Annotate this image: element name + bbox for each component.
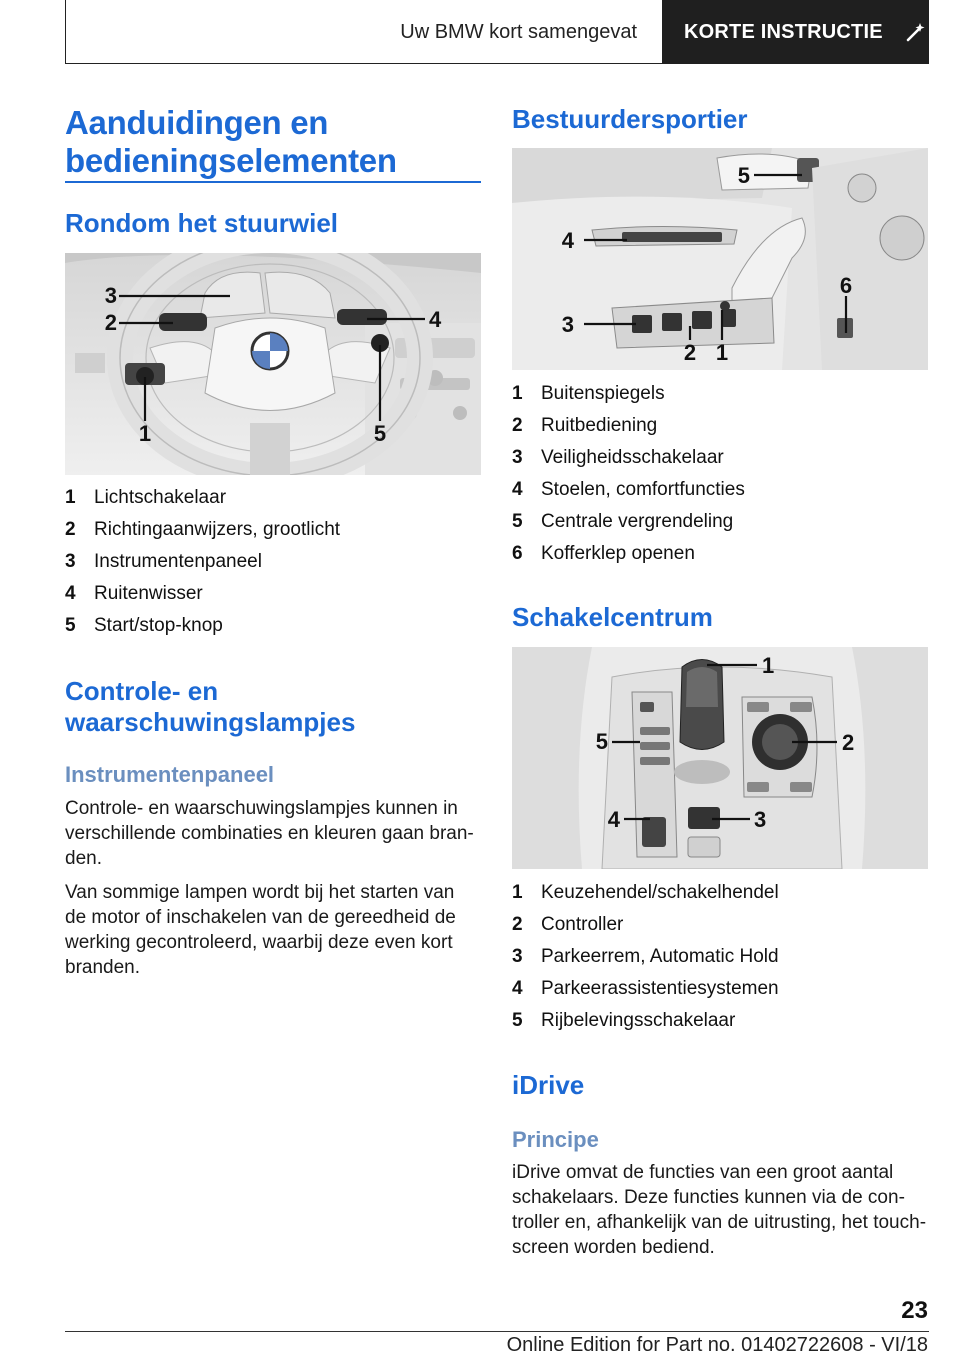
door-legend	[512, 378, 928, 570]
legend-number: 1	[65, 487, 76, 508]
legend-label: Keuzehendel/schakelhendel	[541, 882, 779, 903]
header-chapter-tab[interactable]	[662, 0, 929, 64]
legend-item	[512, 410, 928, 442]
center-console-illustration	[512, 647, 928, 869]
header-section-label: Uw BMW kort samengevat	[400, 20, 637, 43]
legend-number: 5	[65, 615, 76, 636]
steering-callout-3: 3	[104, 283, 117, 308]
center-console-photo	[512, 647, 928, 869]
idrive-text	[512, 1160, 928, 1269]
header-chapter-label: KORTE INSTRUCTIE	[684, 20, 883, 43]
steering-callout-1: 1	[138, 421, 152, 446]
legend-number: 1	[512, 882, 523, 903]
door-callout-6: 6	[839, 273, 853, 298]
driver-door-illustration	[512, 148, 928, 370]
legend-number: 3	[512, 447, 523, 468]
header-section-title	[65, 0, 649, 64]
steering-legend	[65, 482, 480, 642]
legend-number: 2	[65, 519, 76, 540]
steering-wheel-illustration	[65, 253, 481, 475]
magic-wand-icon	[905, 21, 927, 43]
legend-label: Ruitenwisser	[94, 583, 203, 604]
legend-label: Ruitbediening	[541, 415, 658, 436]
legend-label: Instrumentenpaneel	[94, 551, 262, 572]
legend-label: Veiligheidsschakelaar	[541, 447, 724, 468]
legend-number: 5	[512, 511, 523, 532]
door-callout-3: 3	[561, 312, 574, 337]
legend-number: 3	[512, 946, 523, 967]
console-callout-5: 5	[595, 729, 608, 754]
legend-number: 4	[65, 583, 76, 604]
console-legend	[512, 877, 928, 1037]
console-callout-3: 3	[754, 807, 767, 832]
legend-item	[512, 877, 928, 909]
legend-item	[512, 909, 928, 941]
legend-item	[65, 514, 480, 546]
title-divider	[65, 181, 481, 183]
console-heading: Schakelcentrum	[512, 602, 713, 632]
warning-lights-heading: Controle- en waarschuwingslampjes	[65, 676, 356, 737]
steering-wheel-photo	[65, 253, 481, 475]
legend-item	[512, 538, 928, 570]
legend-label: Controller	[541, 914, 624, 935]
legend-label: Lichtschakelaar	[94, 487, 227, 508]
legend-item	[65, 610, 480, 642]
paragraph: Van sommige lampen wordt bij het starten van de motor of inschakelen van de gereedheid de werking gecontroleerd, waarbij deze even kort branden.	[65, 882, 456, 978]
legend-label: Centrale vergrendeling	[541, 511, 734, 532]
instrument-panel-subheading: Instrumentenpaneel	[65, 762, 275, 787]
legend-item	[512, 474, 928, 506]
legend-number: 2	[512, 415, 523, 436]
legend-item	[512, 506, 928, 538]
console-callout-1: 1	[762, 653, 775, 678]
door-callout-1: 1	[715, 340, 729, 365]
console-callout-4: 4	[607, 807, 620, 832]
warning-lights-text	[65, 796, 480, 989]
legend-item	[512, 378, 928, 410]
footer-edition: Online Edition for Part no. 01402722608 - VI/18	[506, 1334, 928, 1356]
console-callout-2: 2	[842, 730, 855, 755]
driver-door-photo	[512, 148, 928, 370]
legend-label: Stoelen, comfortfuncties	[541, 479, 745, 500]
legend-label: Buitenspiegels	[541, 383, 665, 404]
legend-number: 6	[512, 543, 523, 564]
legend-item	[65, 578, 480, 610]
legend-item	[512, 973, 928, 1005]
legend-label: Parkeerrem, Automatic Hold	[541, 946, 779, 967]
steering-heading: Rondom het stuurwiel	[65, 208, 338, 238]
legend-number: 3	[65, 551, 76, 572]
legend-number: 5	[512, 1010, 523, 1031]
legend-item	[512, 941, 928, 973]
page-title: Aanduidingen en bedieningselementen	[65, 104, 397, 179]
legend-item	[65, 546, 480, 578]
legend-item	[512, 1005, 928, 1037]
door-callout-2: 2	[683, 340, 697, 365]
legend-label: Kofferklep openen	[541, 543, 695, 564]
legend-number: 4	[512, 978, 523, 999]
steering-callout-2: 2	[104, 310, 117, 335]
driver-door-heading: Bestuurdersportier	[512, 104, 748, 134]
legend-label: Richtingaanwijzers, grootlicht	[94, 519, 341, 540]
page-number: 23	[901, 1297, 928, 1324]
legend-item	[512, 442, 928, 474]
legend-item	[65, 482, 480, 514]
footer-divider	[65, 1331, 929, 1332]
paragraph: iDrive omvat de functies van een groot aantal schakelaars. Deze functies kunnen via de controller en, afhankelijk van de uitrusting, het touchscreen worden bediend.	[512, 1162, 927, 1258]
legend-label: Parkeerassistentiesystemen	[541, 978, 779, 999]
steering-callout-4: 4	[429, 307, 442, 332]
paragraph: Controle- en waarschuwingslampjes kunnen in verschillende combinaties en kleuren gaan branden.	[65, 798, 474, 869]
legend-label: Start/stop-knop	[94, 615, 223, 636]
legend-number: 4	[512, 479, 523, 500]
legend-label: Rijbelevingsschakelaar	[541, 1010, 736, 1031]
legend-number: 1	[512, 383, 523, 404]
steering-callout-5: 5	[373, 421, 387, 446]
legend-number: 2	[512, 914, 523, 935]
principle-subheading: Principe	[512, 1127, 599, 1152]
door-callout-5: 5	[737, 163, 750, 188]
door-callout-4: 4	[561, 228, 574, 253]
idrive-heading: iDrive	[512, 1070, 585, 1100]
